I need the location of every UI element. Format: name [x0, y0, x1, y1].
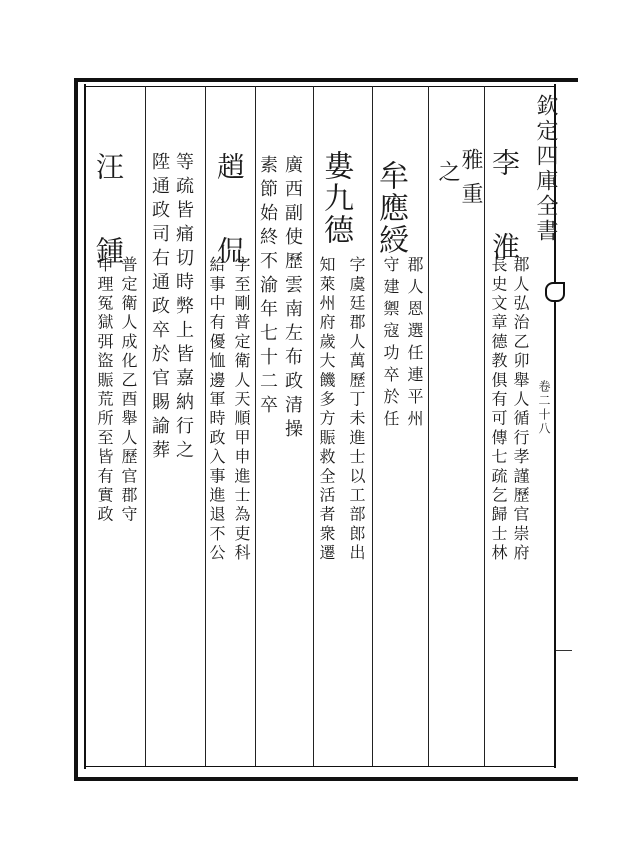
- entry-name: 牟應綬: [373, 160, 408, 256]
- column-rule: [205, 86, 206, 766]
- entry-text-line: 郡人恩選任連平州: [405, 256, 424, 432]
- entry-text-line: 知萊州府歲大饑多方賑救全活者衆遷: [317, 256, 336, 564]
- entry-text-line: 廣西副使歷雲南左布政清操: [282, 155, 303, 443]
- entry-text-line: 素節始終不渝年七十二卒: [257, 155, 278, 419]
- margin-volume: 卷二十八: [537, 380, 551, 436]
- fish-tail-mark: [545, 282, 565, 302]
- column-rule: [145, 86, 146, 766]
- margin-tick: [556, 650, 572, 651]
- entry-text-line: 等疏皆痛切時弊上皆嘉納行之: [173, 152, 194, 464]
- entry-name: 李 淮: [488, 148, 521, 274]
- entry-text-line: 守建禦寇功卒於任: [381, 256, 400, 432]
- column-rule: [255, 86, 256, 766]
- frame-inner-bottom-rule: [84, 766, 554, 767]
- column-rule: [428, 86, 429, 766]
- entry-text-line: 給事中有優恤邊軍時政入事進退不公: [207, 256, 226, 564]
- entry-text-line: 字虞廷郡人萬歷丁未進士以工部郎出: [347, 256, 366, 564]
- column-rule: [313, 86, 314, 766]
- entry-name: 汪 鍾: [92, 152, 125, 278]
- entry-text-line: 陞通政司右通政卒於官賜諭葬: [149, 152, 170, 464]
- margin-book-title: 欽定四庫全書: [533, 94, 558, 244]
- column-rule: [484, 86, 485, 766]
- entry-text-line: 字至剛普定衛人天順甲申進士為吏科: [232, 256, 251, 564]
- entry-text-line: 之: [435, 160, 460, 189]
- entry-text-line: 申理冤獄弭盜賑荒所至皆有實政: [95, 256, 114, 525]
- entry-text-line: 雅重: [458, 148, 483, 216]
- entry-name: 婁九德: [318, 150, 353, 246]
- entry-name: 趙 侃: [213, 152, 246, 278]
- frame-inner-left-rule: [84, 84, 86, 769]
- entry-text-line: 郡人弘治乙卯舉人循行孝謹歷官崇府: [511, 256, 530, 564]
- entry-text-line: 普定衛人成化乙酉舉人歷官郡守: [119, 256, 138, 525]
- entry-text-line: 長史文章德教俱有可傳七疏乞歸士林: [489, 256, 508, 564]
